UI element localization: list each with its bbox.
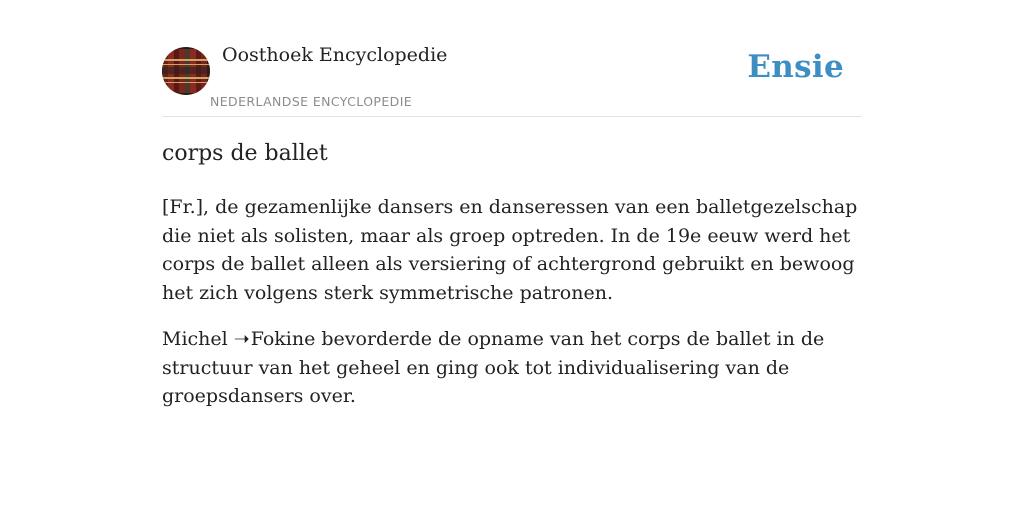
ensie-logo-link[interactable]: Ensie — [747, 49, 844, 85]
site-header — [162, 0, 862, 117]
article-title: corps de ballet — [162, 141, 328, 166]
article — [162, 140, 862, 429]
site-tagline: NEDERLANDSE ENCYCLOPEDIE — [210, 94, 413, 109]
article-body — [162, 193, 862, 411]
article-paragraph: [Fr.], de gezamenlijke dansers en danseressen van een balletgezelschap die niet als solisten, maar als groep optreden. In de 19e eeuw werd het corps de ballet alleen als versiering of achtergrond gebruikt en bewoog het zich volgens sterk symmetrische patronen. — [162, 196, 858, 304]
cross-reference-arrow-icon: ➝ — [233, 328, 250, 350]
paragraph-prefix: Michel — [162, 328, 234, 350]
site-name-link[interactable]: Oosthoek Encyclopedie — [222, 44, 448, 66]
encyclopedia-books-icon — [162, 47, 210, 95]
cross-reference-link-fokine[interactable]: Fokine — [250, 328, 316, 350]
paragraph-suffix: bevorderde de opname van het corps de ballet in de structuur van het geheel en ging ook tot individualisering van de groepsdansers over. — [162, 328, 825, 407]
article-paragraph — [162, 325, 862, 411]
site-avatar[interactable] — [162, 47, 210, 95]
